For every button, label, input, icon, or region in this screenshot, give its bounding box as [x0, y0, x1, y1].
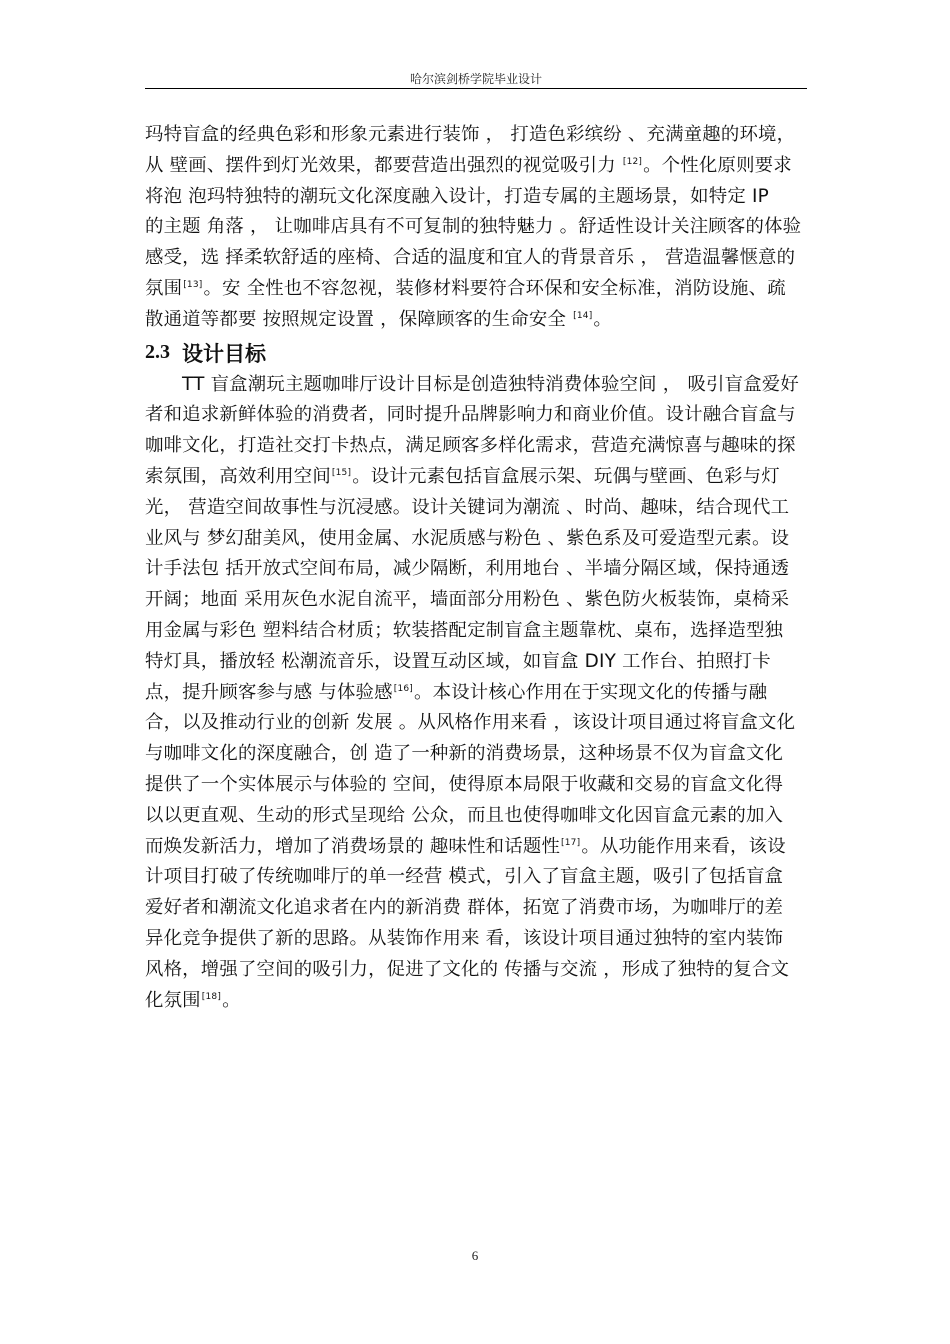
citation-ref: [17] [561, 837, 581, 848]
main-line: 点，提升顾客参与感 与体验感[16]。本设计核心作用在于实现文化的传播与融 [145, 681, 768, 703]
citation-ref: [16] [393, 683, 414, 694]
main-line: 计项目打破了传统咖啡厅的单一经营 模式，引入了盲盒主题，吸引了包括盲盒 [145, 866, 784, 888]
citation-ref: [14] [573, 310, 593, 321]
intro-line: 玛特盲盒的经典色彩和形象元素进行装饰 ， 打造色彩缤纷 、充满童趣的环境， [145, 124, 796, 145]
main-line: 风格，增强了空间的吸引力，促进了文化的 传播与交流 ，形成了独特的复合文 [145, 958, 790, 980]
citation-ref: [18] [201, 991, 222, 1002]
main-line: 爱好者和潮流文化追求者在内的新消费 群体，拓宽了消费市场，为咖啡厅的差 [145, 897, 784, 919]
section-heading [145, 336, 813, 370]
citation-ref: [13] [183, 279, 203, 290]
intro-line: 从 壁画、摆件到灯光效果，都要营造出强烈的视觉吸引力 [12]。个性化原则要求 [145, 154, 792, 176]
main-line: 特灯具，播放轻 松潮流音乐，设置互动区域，如盲盒 DIY 工作台、拍照打卡 [145, 650, 771, 672]
main-line: 提供了一个实体展示与体验的 空间，使得原本局限于收藏和交易的盲盒文化得 [145, 773, 784, 795]
main-paragraph [145, 370, 813, 1017]
intro-paragraph [145, 120, 813, 336]
citation-ref: [15] [331, 467, 352, 478]
main-line: 业风与 梦幻甜美风，使用金属、水泥质感与粉色 、紫色系及可爱造型元素。设 [145, 527, 790, 549]
main-line: 开阔；地面 采用灰色水泥自流平，墙面部分用粉色 、紫色防火板装饰，桌椅采 [145, 589, 790, 611]
main-line: 化氛围[18]。 [145, 989, 241, 1011]
section-number: 2.3 [145, 341, 170, 364]
intro-line: 感受，选 择柔软舒适的座椅、合适的温度和宜人的背景音乐 ， 营造温馨惬意的 [145, 247, 796, 269]
document-body [145, 120, 813, 1016]
page-header: 哈尔滨剑桥学院毕业设计 [409, 72, 542, 86]
main-line: 索氛围，高效利用空间[15]。设计元素包括盲盒展示架、玩偶与壁画、色彩与灯 [145, 465, 780, 487]
main-line: 用金属与彩色 塑料结合材质；软装搭配定制盲盒主题靠枕、桌布，选择造型独 [145, 619, 784, 641]
intro-line: 的主题 角落 ， 让咖啡店具有不可复制的独特魅力 。舒适性设计关注顾客的体验 [145, 216, 802, 238]
section-title: 设计目标 [182, 341, 266, 366]
main-line: 而焕发新活力，增加了消费场景的 趣味性和话题性[17]。从功能作用来看，该设 [145, 835, 786, 857]
main-line: 与咖啡文化的深度融合，创 造了一种新的消费场景，这种场景不仅为盲盒文化 [145, 743, 784, 765]
main-line: 咖啡文化，打造社交打卡热点，满足顾客多样化需求，营造充满惊喜与趣味的探 [145, 435, 796, 457]
citation-ref: [12] [622, 156, 643, 167]
intro-line: 将泡 泡玛特独特的潮玩文化深度融入设计，打造专属的主题场景，如特定 IP [145, 185, 769, 207]
header-rule [145, 88, 807, 89]
main-line: 光， 营造空间故事性与沉浸感。设计关键词为潮流 、时尚、趣味，结合现代工 [145, 496, 790, 518]
main-line: 合，以及推动行业的创新 发展 。从风格作用来看 ，该设计项目通过将盲盒文化 [145, 712, 796, 734]
main-line: 以以更直观、生动的形式呈现给 公众，而且也使得咖啡文化因盲盒元素的加入 [145, 804, 784, 826]
main-line: 者和追求新鲜体验的消费者，同时提升品牌影响力和商业价值。设计融合盲盒与 [145, 404, 796, 426]
main-line: 异化竞争提供了新的思路。从装饰作用来 看，该设计项目通过独特的室内装饰 [145, 927, 784, 949]
main-line: TT 盲盒潮玩主题咖啡厅设计目标是创造独特消费体验空间 ， 吸引盲盒爱好 [182, 373, 799, 395]
intro-line: 散通道等都要 按照规定设置 ，保障顾客的生命安全 [14]。 [145, 308, 613, 330]
intro-line: 氛围[13]。安 全性也不容忽视，装修材料要符合环保和安全标准，消防设施、疏 [145, 277, 786, 299]
page-number: 6 [471, 1248, 479, 1263]
main-line: 计手法包 括开放式空间布局，减少隔断，利用地台 、半墙分隔区域，保持通透 [145, 558, 790, 580]
